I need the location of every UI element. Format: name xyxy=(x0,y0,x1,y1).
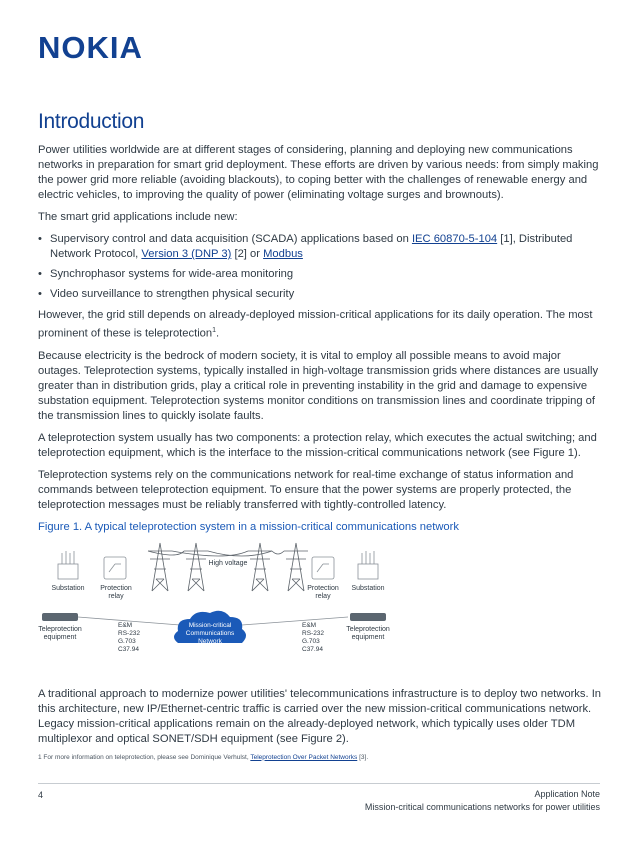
interface-right-2: RS-232 xyxy=(302,629,325,637)
equipment-left-label-2: equipment xyxy=(43,633,77,641)
footnote-ref: 1 xyxy=(212,327,217,334)
paragraph-messaging: Teleprotection systems rely on the communications network for real-time exchange of status information and commands between teleprotection equipment. To ensure that the power systems are properly protected, the teleprotection messages must be reliably transferred with tightly-controlled latency. xyxy=(38,468,574,511)
paragraph-traditional-approach: A traditional approach to modernize power utilities' telecommunications infrastructure is to deploy two networks. In this architecture, new IP/Ethernet-centric traffic is carried over the new mission-critical communications network. Legacy mission-critical applications remain on the already-deployed network, which typically uses older TDM multiplexor and optical SONET/SDH equipment (see Figure 2). xyxy=(38,687,602,745)
equipment-left-label-1: Teleprotection xyxy=(38,625,82,633)
paragraph-apps-lead: The smart grid applications include new: xyxy=(38,211,238,223)
transmission-tower-icon xyxy=(148,543,308,591)
apps-list xyxy=(38,232,604,302)
teleprotection-figure xyxy=(38,539,604,679)
paragraph-teleprotection-lead: However, the grid still depends on already-deployed mission-critical applications for its daily operation. The most prominent of these is teleprotection$^1$. xyxy=(38,309,593,340)
footer-doc-type: Application Note xyxy=(534,789,600,799)
page-number: 4 xyxy=(38,790,44,800)
interface-left-1: E&M xyxy=(118,621,133,629)
interface-right-3: G.703 xyxy=(302,637,320,645)
footnote-link[interactable]: Teleprotection Over Packet Networks xyxy=(250,753,358,761)
teleprotection-equipment-left-icon xyxy=(42,613,180,625)
paragraph-intro: Power utilities worldwide are at different stages of considering, planning and deploying new communications networks in preparation for smart grid deployment. These efforts are driven by various needs: from simply making the power grid more reliable (avoiding blackouts), to coping better with the challenges of renewable energy and electric vehicles, to improving the quality of power (eliminating voltage surges and brownouts). xyxy=(38,144,599,201)
interface-right-4: C37.94 xyxy=(302,645,323,653)
footer-divider xyxy=(38,783,600,784)
list-item: • Supervisory control and data acquisition (SCADA) applications based on IEC 60870-5-104 [1], Distributed Network Protocol, Version 3 (DNP 3) [2] or Modbus xyxy=(38,232,604,262)
main-content xyxy=(38,110,604,761)
list-item: • Video surveillance to strengthen physical security xyxy=(38,287,604,302)
interface-right-1: E&M xyxy=(302,621,317,629)
equipment-right-label-1: Teleprotection xyxy=(346,625,390,633)
paragraph-outages: Because electricity is the bedrock of modern society, it is vital to employ all possible means to avoid major outages. Teleprotection systems, typically installed in high-voltage transmission grids where distances are usually greater than in distribution grids, play a critical role in preventing instability in the grid and damage to expensive substation equipment. Teleprotection systems monitor conditions on transmission lines and coordinate tripping of the transmission lines to quickly isolate faults. xyxy=(38,349,599,422)
equipment-right-label-2: equipment xyxy=(351,633,385,641)
substation-left-label: Substation xyxy=(51,584,85,592)
nokia-logo xyxy=(38,33,184,61)
logo-text: NOKIA xyxy=(38,33,143,61)
footer-doc-info xyxy=(365,788,600,814)
section-title: Introduction xyxy=(38,110,145,133)
interface-left-3: G.703 xyxy=(118,637,136,645)
cloud-label-3: Network xyxy=(198,637,222,645)
relay-right-label-1: Protection xyxy=(307,584,339,592)
iec-link[interactable]: IEC 60870-5-104 xyxy=(411,233,498,245)
substation-left-icon xyxy=(58,551,78,579)
paragraph-components: A teleprotection system usually has two components: a protection relay, which executes the actual switching; and teleprotection equipment, which is the interface to the mission-critical communications network (see Figure 1). xyxy=(38,431,597,459)
relay-right-icon xyxy=(312,557,334,579)
list-item: • Synchrophasor systems for wide-area monitoring xyxy=(38,267,604,282)
interface-left-2: RS-232 xyxy=(118,629,141,637)
footnote: 1 For more information on teleprotection, please see Dominique Verhulst, Teleprotection Over Packet Networks [3]. xyxy=(38,753,369,761)
cloud-label-2: Communications xyxy=(185,629,235,637)
modbus-link[interactable]: Modbus xyxy=(263,248,303,260)
relay-left-icon xyxy=(104,557,126,579)
cloud-label-1: Mission-critical xyxy=(188,621,232,629)
relay-right-label-2: relay xyxy=(315,592,331,600)
relay-left-label-1: Protection xyxy=(100,584,132,592)
high-voltage-label: High voltage xyxy=(208,559,248,567)
substation-right-label: Substation xyxy=(351,584,385,592)
figure-caption: Figure 1. A typical teleprotection system in a mission-critical communications network xyxy=(38,520,459,533)
substation-right-icon xyxy=(358,551,378,579)
footer-doc-title: Mission-critical communications networks for power utilities xyxy=(364,802,600,812)
interface-left-4: C37.94 xyxy=(118,645,139,653)
relay-left-label-2: relay xyxy=(108,592,124,600)
dnp3-link[interactable]: Version 3 (DNP 3) xyxy=(141,248,232,260)
